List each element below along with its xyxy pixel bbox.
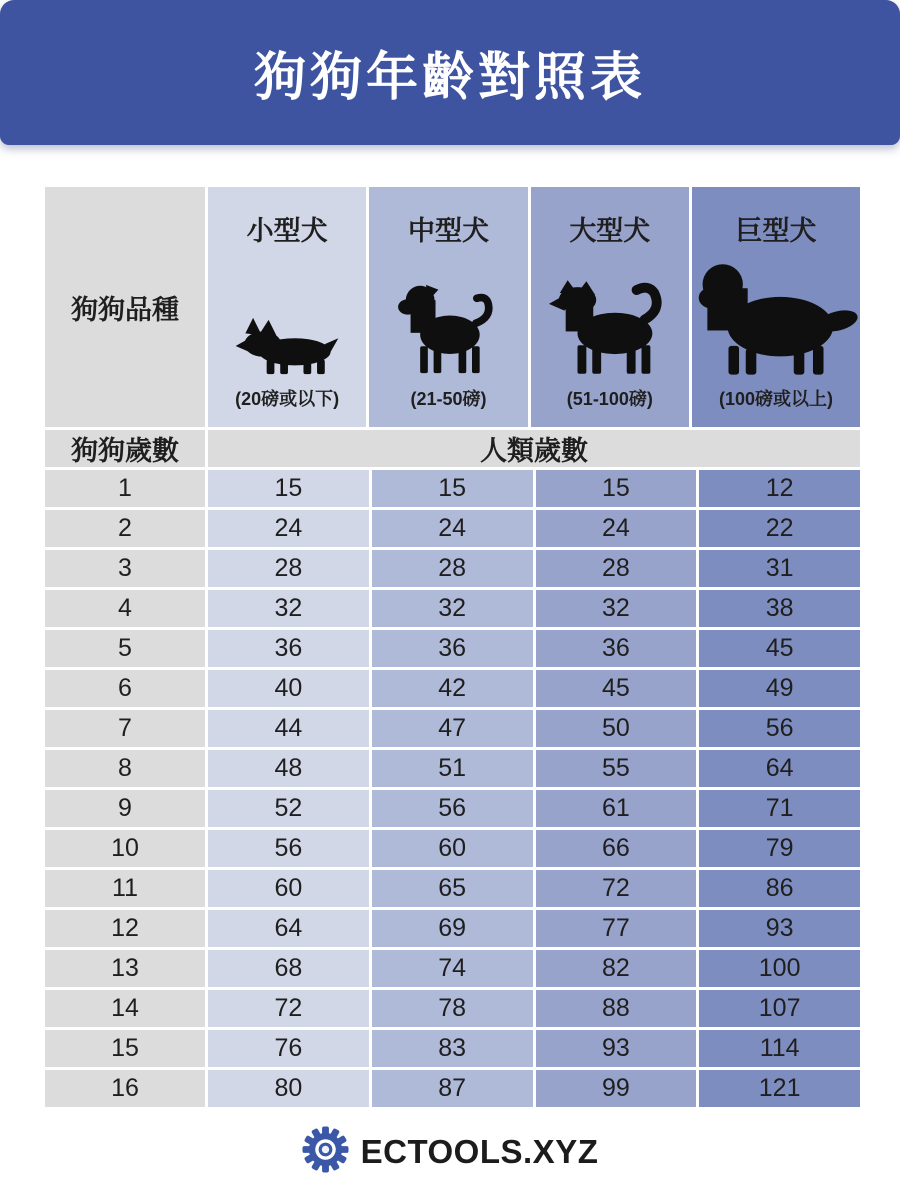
dog-age-cell: 3 — [45, 550, 205, 587]
human-age-cell: 31 — [699, 550, 860, 587]
human-age-cell: 76 — [208, 1030, 369, 1067]
human-age-cell: 28 — [372, 550, 533, 587]
human-age-cell: 100 — [699, 950, 860, 987]
human-age-cell: 78 — [372, 990, 533, 1027]
dog-age-cell: 1 — [45, 470, 205, 507]
human-age-cell: 55 — [536, 750, 697, 787]
human-age-cell: 64 — [208, 910, 369, 947]
human-age-cell: 60 — [208, 870, 369, 907]
human-age-cell: 24 — [208, 510, 369, 547]
human-age-cell: 72 — [208, 990, 369, 1027]
human-age-cell: 93 — [536, 1030, 697, 1067]
human-age-cell: 86 — [699, 870, 860, 907]
human-age-cell: 15 — [536, 470, 697, 507]
human-age-cell: 49 — [699, 670, 860, 707]
breed-header-cell: 狗狗品種 — [45, 187, 205, 427]
dog-age-cell: 7 — [45, 710, 205, 747]
human-age-cell: 44 — [208, 710, 369, 747]
human-age-cell: 60 — [372, 830, 533, 867]
human-age-cell: 77 — [536, 910, 697, 947]
dog-age-cell: 8 — [45, 750, 205, 787]
table-header-row — [45, 187, 860, 427]
human-age-cell: 93 — [699, 910, 860, 947]
column-header-large-dog — [531, 187, 689, 427]
dog-age-header-cell: 狗狗歲數 — [45, 430, 205, 467]
human-age-cell: 47 — [372, 710, 533, 747]
human-age-cell: 87 — [372, 1070, 533, 1107]
human-age-cell: 32 — [372, 590, 533, 627]
human-age-cell: 65 — [372, 870, 533, 907]
human-age-cell: 28 — [208, 550, 369, 587]
column-weight-medium: (21-50磅) — [410, 389, 487, 409]
human-age-cell: 56 — [372, 790, 533, 827]
human-age-cell: 15 — [208, 470, 369, 507]
sharpei-silhouette-icon — [395, 248, 501, 385]
akita-silhouette-icon — [546, 248, 674, 385]
column-header-medium-dog — [369, 187, 527, 427]
table-subheader-row — [45, 430, 860, 467]
column-title-giant: 巨型犬 — [735, 216, 817, 246]
human-age-cell: 32 — [208, 590, 369, 627]
corgi-silhouette-icon — [233, 248, 341, 385]
page-title: 狗狗年齡對照表 — [253, 49, 646, 107]
human-age-cell: 82 — [536, 950, 697, 987]
brand-name: ECTOOLS.XYZ — [360, 1133, 599, 1170]
human-age-cell: 64 — [699, 750, 860, 787]
human-age-cell: 56 — [208, 830, 369, 867]
human-age-cell: 40 — [208, 670, 369, 707]
human-age-cell: 22 — [699, 510, 860, 547]
dog-age-table — [45, 187, 860, 1107]
column-title-medium: 中型犬 — [407, 216, 489, 246]
human-age-cell: 42 — [372, 670, 533, 707]
dog-age-cell: 12 — [45, 910, 205, 947]
dog-age-cell: 15 — [45, 1030, 205, 1067]
human-age-cell: 36 — [536, 630, 697, 667]
human-age-cell: 71 — [699, 790, 860, 827]
human-age-cell: 12 — [699, 470, 860, 507]
human-age-cell: 88 — [536, 990, 697, 1027]
human-age-cell: 48 — [208, 750, 369, 787]
human-age-cell: 80 — [208, 1070, 369, 1107]
human-age-cell: 24 — [536, 510, 697, 547]
human-age-cell: 45 — [536, 670, 697, 707]
dog-age-cell: 16 — [45, 1070, 205, 1107]
human-age-cell: 61 — [536, 790, 697, 827]
human-age-cell: 52 — [208, 790, 369, 827]
human-age-cell: 68 — [208, 950, 369, 987]
dog-age-cell: 4 — [45, 590, 205, 627]
human-age-cell: 32 — [536, 590, 697, 627]
column-weight-small: (20磅或以下) — [235, 389, 340, 409]
column-weight-giant: (100磅或以上) — [718, 389, 833, 409]
column-title-small: 小型犬 — [246, 216, 328, 246]
dog-age-cell: 6 — [45, 670, 205, 707]
column-title-large: 大型犬 — [569, 216, 651, 246]
dog-age-cell: 5 — [45, 630, 205, 667]
human-age-cell: 99 — [536, 1070, 697, 1107]
human-age-cell: 121 — [699, 1070, 860, 1107]
human-age-cell: 114 — [699, 1030, 860, 1067]
column-weight-large: (51-100磅) — [566, 389, 653, 409]
human-age-cell: 36 — [208, 630, 369, 667]
human-age-cell: 56 — [699, 710, 860, 747]
age-table-body — [45, 470, 860, 1107]
human-age-cell: 79 — [699, 830, 860, 867]
dog-age-cell: 11 — [45, 870, 205, 907]
dog-age-cell: 13 — [45, 950, 205, 987]
human-age-cell: 51 — [372, 750, 533, 787]
dog-age-cell: 2 — [45, 510, 205, 547]
dog-age-cell: 9 — [45, 790, 205, 827]
dog-age-cell: 14 — [45, 990, 205, 1027]
column-header-giant-dog — [692, 187, 860, 427]
human-age-cell: 50 — [536, 710, 697, 747]
human-age-cell: 83 — [372, 1030, 533, 1067]
human-age-cell: 36 — [372, 630, 533, 667]
stbernard-silhouette-icon — [692, 248, 860, 385]
title-banner — [0, 0, 900, 145]
human-age-cell: 74 — [372, 950, 533, 987]
human-age-cell: 28 — [536, 550, 697, 587]
column-header-small-dog — [208, 187, 366, 427]
human-age-cell: 72 — [536, 870, 697, 907]
footer-brand — [0, 1122, 900, 1182]
human-age-cell: 38 — [699, 590, 860, 627]
human-age-cell: 15 — [372, 470, 533, 507]
dog-age-cell: 10 — [45, 830, 205, 867]
human-age-cell: 24 — [372, 510, 533, 547]
gear-icon — [302, 1126, 349, 1178]
human-age-cell: 107 — [699, 990, 860, 1027]
human-age-cell: 69 — [372, 910, 533, 947]
human-age-header-cell: 人類歲數 — [208, 430, 860, 467]
human-age-cell: 66 — [536, 830, 697, 867]
human-age-cell: 45 — [699, 630, 860, 667]
